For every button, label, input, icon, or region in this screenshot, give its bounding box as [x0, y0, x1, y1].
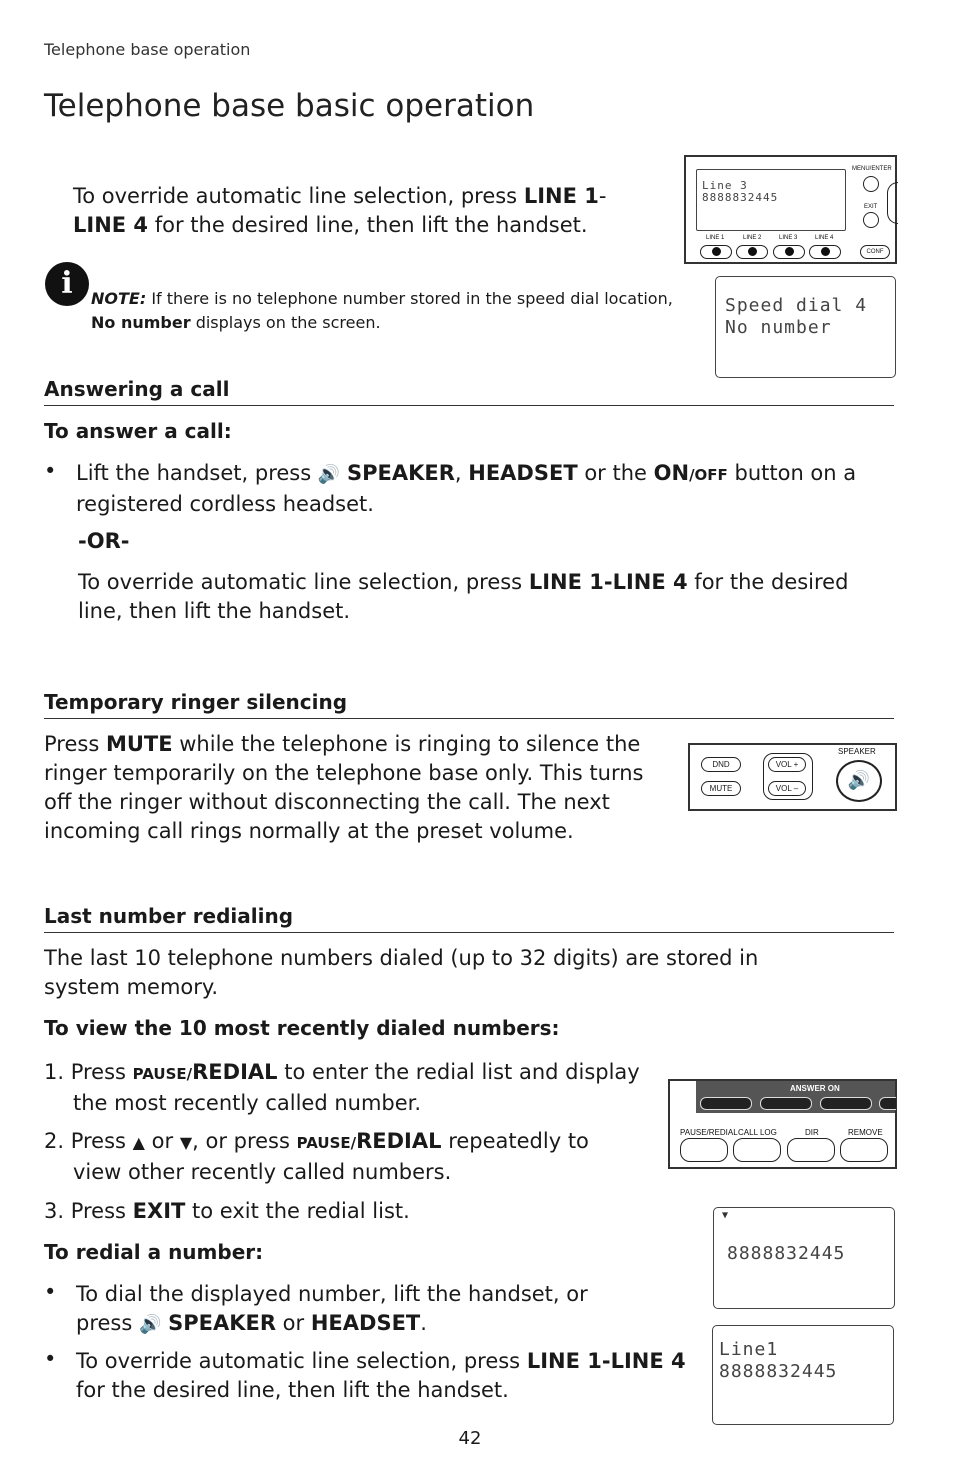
- line4-button-label: LINE 4: [815, 235, 834, 241]
- pause-label: PAUSE/: [132, 1065, 193, 1083]
- line4-button[interactable]: [809, 245, 841, 259]
- menu-enter-label: MENU/ENTER: [852, 166, 892, 172]
- b1-text: To dial the displayed number, lift the handset, or: [76, 1282, 588, 1306]
- pause-label: PAUSE/: [296, 1134, 357, 1152]
- speaker-icon: 🔊: [317, 464, 341, 485]
- answer-text-end: button on a: [727, 461, 857, 485]
- view-heading: To view the 10 most recently dialed numbers:: [44, 1016, 560, 1040]
- pause-redial-label: PAUSE/REDIAL: [680, 1128, 738, 1137]
- conf-button[interactable]: CONF: [860, 245, 890, 259]
- down-arrow-icon: ▼: [722, 1210, 729, 1221]
- note-paragraph: [91, 287, 706, 335]
- step2-text-l2: view other recently called numbers.: [73, 1160, 452, 1184]
- b2-text: To override automatic line selection, press: [76, 1349, 527, 1373]
- comma: ,: [454, 461, 462, 485]
- speaker-button[interactable]: [836, 760, 882, 802]
- ringer-paragraph: [44, 730, 684, 846]
- step-2: [44, 1127, 684, 1187]
- step3-text: 3. Press: [44, 1199, 133, 1223]
- line-button[interactable]: [820, 1097, 872, 1110]
- bullet: •: [44, 1347, 57, 1371]
- speaker-label: SPEAKER: [346, 461, 455, 485]
- line3-button-label: LINE 3: [779, 235, 798, 241]
- line4-label: LINE 4: [610, 1349, 686, 1373]
- headset-label: HEADSET: [310, 1311, 421, 1335]
- line1-label: LINE 1: [523, 184, 599, 208]
- line1-label: LINE 1: [528, 570, 604, 594]
- ringer-heading: Temporary ringer silencing: [44, 690, 348, 714]
- answer-subheading: To answer a call:: [44, 419, 232, 443]
- volume-down-button[interactable]: VOL –: [768, 781, 806, 796]
- menu-enter-button[interactable]: [863, 176, 879, 192]
- redial-paragraph: [44, 944, 864, 1002]
- off-label: /OFF: [689, 466, 728, 484]
- line2-button-label: LINE 2: [743, 235, 762, 241]
- override-text-end: for the desired: [687, 570, 849, 594]
- lcd-line1-label: Line1: [719, 1339, 779, 1360]
- ringer-text-l3: off the ringer without disconnecting the call. The next: [44, 790, 610, 814]
- lcd-speed-dial: Speed dial 4: [725, 295, 868, 316]
- answer-override: [78, 568, 898, 626]
- redial-text-l2: system memory.: [44, 975, 219, 999]
- note-text-end: displays on the screen.: [190, 313, 381, 332]
- dash: -: [598, 184, 607, 208]
- step1-text-end: to enter the redial list and display: [277, 1060, 640, 1084]
- page-number: 42: [458, 1428, 482, 1449]
- line2-button[interactable]: [736, 245, 768, 259]
- step2-text-mid: , or press: [192, 1129, 297, 1153]
- on-label: ON: [653, 461, 690, 485]
- dash: -: [603, 570, 613, 594]
- lcd-line-label: Line 3: [702, 179, 748, 192]
- page-title: Telephone base basic operation: [44, 88, 535, 124]
- step-1: [44, 1058, 684, 1118]
- line-button[interactable]: [879, 1097, 896, 1110]
- step-3: [44, 1197, 684, 1226]
- line-button[interactable]: [760, 1097, 812, 1110]
- answer-text-line2: registered cordless headset.: [76, 492, 374, 516]
- note-label: NOTE:: [91, 289, 147, 308]
- step1-text-l2: the most recently called number.: [73, 1091, 422, 1115]
- divider: [44, 932, 894, 933]
- lcd-line1-number: 8888832445: [719, 1361, 838, 1382]
- bullet: •: [44, 459, 57, 483]
- call-log-label: CALL LOG: [738, 1128, 777, 1137]
- step3-text-end: to exit the redial list.: [185, 1199, 410, 1223]
- redial-label: REDIAL: [356, 1129, 442, 1153]
- speaker-icon: 🔊: [138, 1314, 162, 1335]
- pause-redial-button[interactable]: [680, 1138, 728, 1162]
- step1-text: 1. Press: [44, 1060, 133, 1084]
- ringer-text-l2: ringer temporarily on the telephone base only. This turns: [44, 761, 644, 785]
- intro-text: To override automatic line selection, press: [73, 184, 524, 208]
- or-text: or: [276, 1311, 311, 1335]
- base-lcd: [696, 169, 846, 231]
- redial-text-l1: The last 10 telephone numbers dialed (up to 32 digits) are stored in: [44, 946, 759, 970]
- nav-wheel[interactable]: [887, 182, 898, 224]
- divider: [44, 405, 894, 406]
- answer-bullet: [76, 459, 896, 519]
- up-arrow-icon: ▲: [132, 1133, 145, 1152]
- remove-button[interactable]: [840, 1138, 888, 1162]
- exit-label: EXIT: [132, 1199, 186, 1223]
- intro-paragraph: [73, 182, 653, 240]
- line1-label: LINE 1: [526, 1349, 602, 1373]
- speaker-label: SPEAKER: [168, 1311, 276, 1335]
- lcd-no-number: No number: [725, 317, 832, 338]
- step2-text: 2. Press: [44, 1129, 133, 1153]
- mute-button[interactable]: MUTE: [701, 781, 741, 796]
- redial-lcd: [713, 1207, 895, 1309]
- line1-lcd: [712, 1325, 894, 1425]
- or-label: -OR-: [78, 529, 130, 553]
- dnd-button[interactable]: DND: [701, 757, 741, 772]
- divider: [44, 718, 894, 719]
- dash: -: [601, 1349, 611, 1373]
- lcd-redial-number: 8888832445: [727, 1243, 846, 1264]
- override-text-line2: line, then lift the handset.: [78, 599, 351, 623]
- answer-text-mid: or the: [577, 461, 654, 485]
- remove-label: REMOVE: [848, 1128, 883, 1137]
- info-icon: i: [45, 262, 89, 306]
- exit-label: EXIT: [864, 204, 878, 210]
- note-bold: No number: [91, 313, 191, 332]
- lcd-number: 8888832445: [702, 191, 779, 204]
- redial-label: REDIAL: [192, 1060, 278, 1084]
- mute-label: MUTE: [105, 732, 173, 756]
- step2-text-end: repeatedly to: [441, 1129, 589, 1153]
- answering-heading: Answering a call: [44, 377, 230, 401]
- dir-label: DIR: [805, 1128, 819, 1137]
- base-display-device: [684, 155, 897, 264]
- line4-label: LINE 4: [612, 570, 688, 594]
- speaker-icon: 🔊: [847, 770, 871, 791]
- period: .: [420, 1311, 427, 1335]
- b2-text-l2: for the desired line, then lift the handset.: [76, 1378, 509, 1402]
- or-text: or: [144, 1129, 180, 1153]
- redial-bullet-1: [76, 1280, 676, 1339]
- bullet: •: [44, 1280, 57, 1304]
- answer-on-label: ANSWER ON: [790, 1084, 840, 1093]
- ringer-text-l4: incoming call rings normally at the preset volume.: [44, 819, 574, 843]
- b1-press: press: [76, 1311, 139, 1335]
- speaker-button-label: SPEAKER: [838, 747, 876, 756]
- line3-button[interactable]: [773, 245, 805, 259]
- redial-number-heading: To redial a number:: [44, 1240, 264, 1264]
- exit-button[interactable]: [863, 212, 879, 228]
- dir-button[interactable]: [787, 1138, 835, 1162]
- redial-heading: Last number redialing: [44, 904, 294, 928]
- override-text: To override automatic line selection, press: [78, 570, 529, 594]
- redial-button-panel: [668, 1079, 897, 1169]
- ringer-text: Press: [44, 732, 106, 756]
- down-arrow-icon: ▼: [179, 1133, 193, 1152]
- breadcrumb: Telephone base operation: [44, 40, 251, 59]
- line1-button[interactable]: [700, 245, 732, 259]
- line-button[interactable]: [700, 1097, 752, 1110]
- redial-bullet-2: [76, 1347, 706, 1405]
- speed-dial-lcd: [715, 276, 896, 378]
- ringer-text-l1: while the telephone is ringing to silence the: [172, 732, 641, 756]
- ringer-button-panel: [688, 743, 897, 811]
- volume-up-button[interactable]: VOL +: [768, 757, 806, 772]
- answer-text: Lift the handset, press: [76, 461, 318, 485]
- line1-button-label: LINE 1: [706, 235, 725, 241]
- intro-text-end: for the desired line, then lift the handset.: [148, 213, 588, 237]
- call-log-button[interactable]: [733, 1138, 781, 1162]
- note-text: If there is no telephone number stored in the speed dial location,: [146, 289, 673, 308]
- line4-label: LINE 4: [73, 213, 149, 237]
- headset-label: HEADSET: [468, 461, 578, 485]
